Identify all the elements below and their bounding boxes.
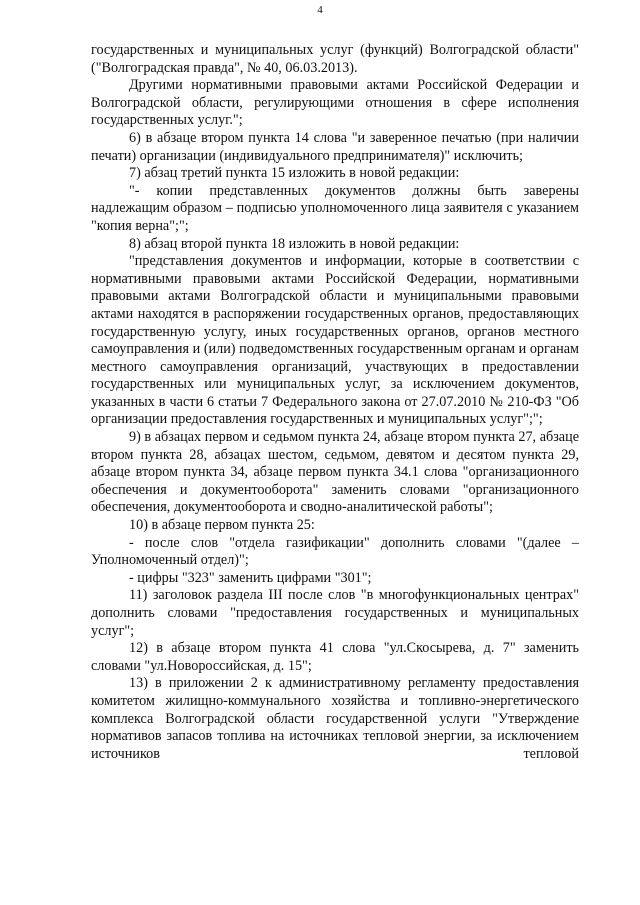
paragraph-citation-end: государственных и муниципальных услуг (функций) Волгоградской области" ("Волгоградская правда", № 40, 06.03.2013). xyxy=(91,42,579,76)
paragraph-item-10: 10) в абзаце первом пункта 25: xyxy=(129,517,315,534)
paragraph-item-7: 7) абзац третий пункта 15 изложить в новой редакции: xyxy=(129,165,460,182)
paragraph-item-13: 13) в приложении 2 к административному регламенту предоставления комитетом жилищно-коммунального хозяйства и топливно-энергетического комплекса Волгоградской области государственной услуги "Утверждение нормативов запасов топлива на источниках тепловой энергии, за исключением источников тепловой xyxy=(91,675,579,762)
paragraph-item-10-sub-2: - цифры "323" заменить цифрами "301"; xyxy=(129,569,372,586)
paragraph-other-acts: Другими нормативными правовыми актами Российской Федерации и Волгоградской области, регулирующими отношения в сфере исполнения государственных услуг."; xyxy=(91,77,579,129)
paragraph-item-6: 6) в абзаце втором пункта 14 слова "и заверенное печатью (при наличии печати) организации (индивидуального предпринимателя)" исключить; xyxy=(91,129,579,164)
paragraph-item-8: 8) абзац второй пункта 18 изложить в новой редакции: xyxy=(129,235,460,252)
paragraph-item-12: 12) в абзаце втором пункта 41 слова "ул.Скосырева, д. 7" заменить словами "ул.Новороссийская, д. 15"; xyxy=(91,640,579,674)
paragraph-item-8-quote: "представления документов и информации, которые в соответствии с нормативными правовыми актами Российской Федерации, нормативными правовыми актами Волгоградской области и муниципальными правовыми актами находятся в распоряжении государственных органов, предоставляющих государственную услугу, иных государственных органов, органов местного самоуправления и (или) подведомственных государственным органам и органам местного самоуправления организаций, участвующих в предоставлении государственных или муниципальных услуг, за исключением документов, указанных в части 6 статьи 7 Федерального закона от 27.07.2010 № 210-ФЗ "Об организации предоставления государственных и муниципальных услуг";"; xyxy=(91,253,579,428)
paragraph-item-11: 11) заголовок раздела III после слов "в многофункциональных центрах" дополнить словами "предоставления государственных и муниципальных услуг"; xyxy=(91,587,579,639)
paragraph-item-10-sub-1: - после слов "отдела газификации" дополнить словами "(далее – Уполномоченный отдел)"; xyxy=(91,534,579,569)
paragraph-item-9: 9) в абзацах первом и седьмом пункта 24, абзаце втором пункта 27, абзаце втором пункта 28, абзацах шестом, седьмом, девятом и десятом пункта 29, абзаце втором пункта 34, абзаце первом пункта 34.1 слова "организационного обеспечения и документооборота" заменить словами "организационного обеспечения, документооборота и сводно-аналитической работы"; xyxy=(91,429,579,516)
paragraph-item-7-quote: "- копии представленных документов должны быть заверены надлежащим образом – подписью уполномоченного лица заявителя с указанием "копия верна";"; xyxy=(91,182,579,234)
document-body xyxy=(91,42,579,763)
page-number: 4 xyxy=(317,4,323,16)
